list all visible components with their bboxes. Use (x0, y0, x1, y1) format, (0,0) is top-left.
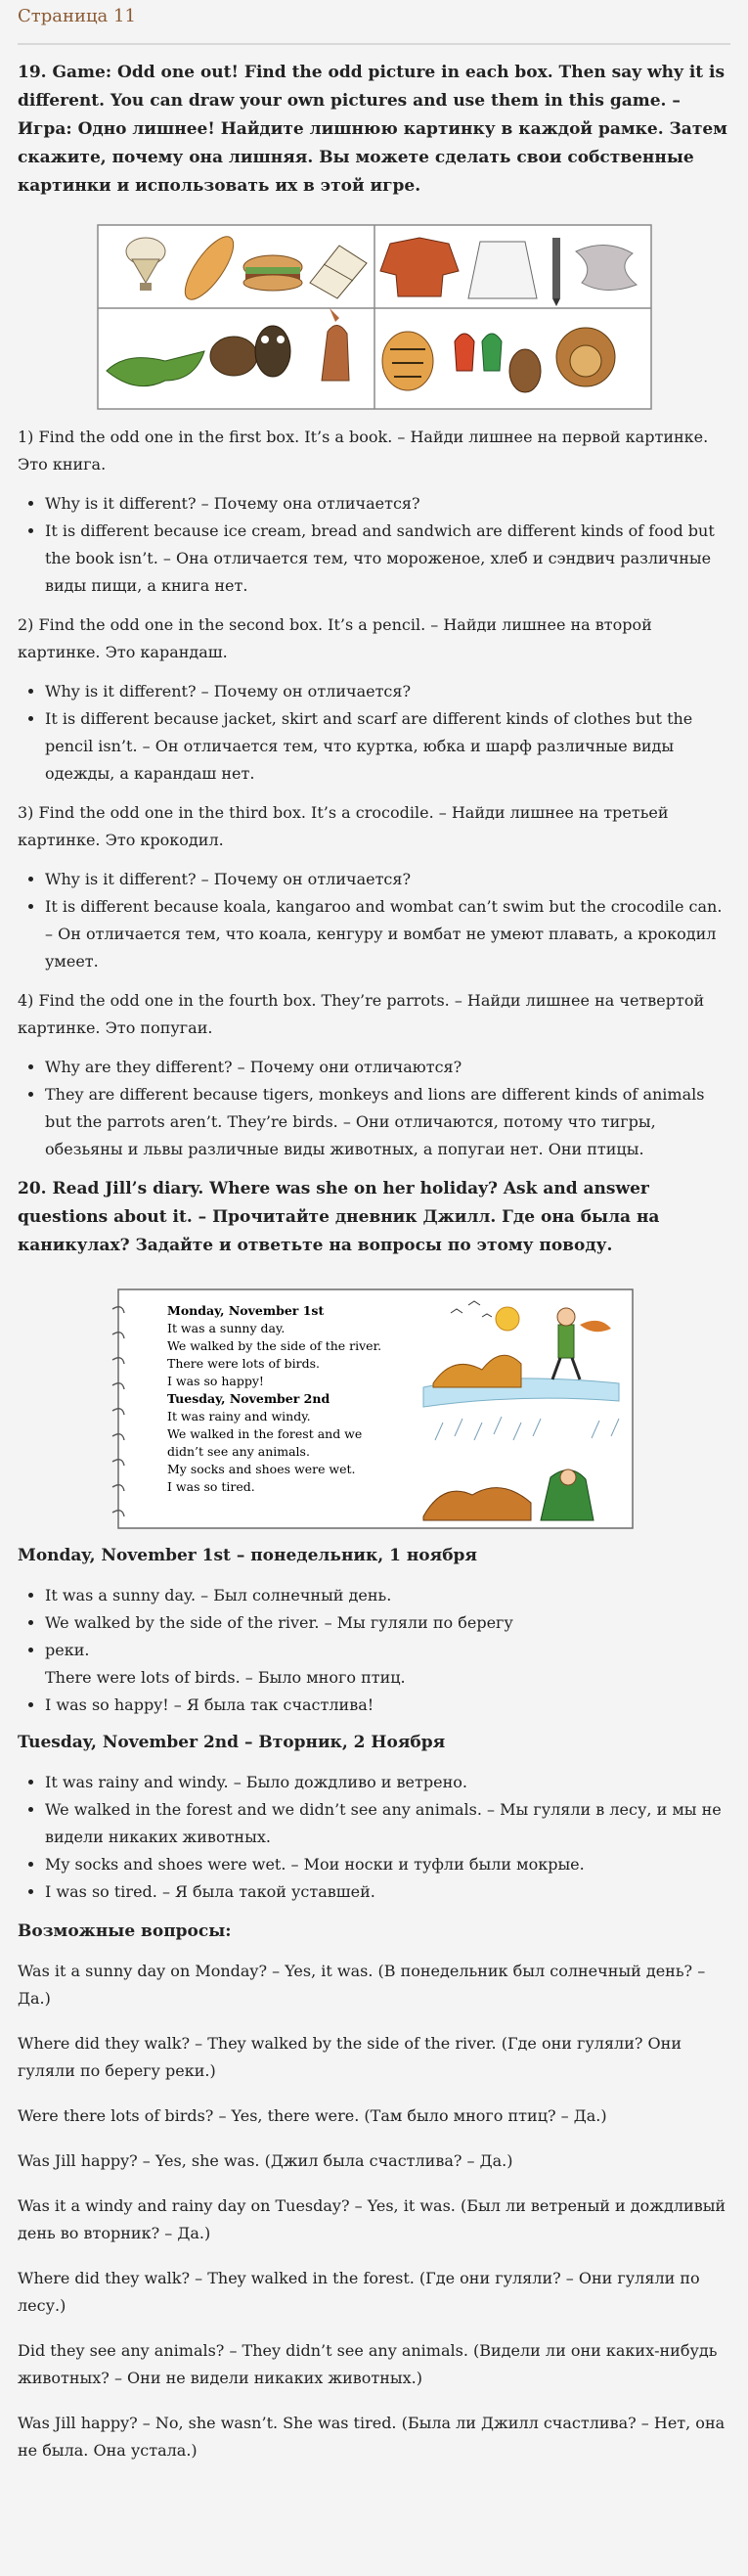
box3-list (18, 866, 730, 975)
list-item: • Why are they different? – Почему они отличаются? (45, 1054, 730, 1081)
tuesday-list (18, 1769, 730, 1906)
question-answer: Where did they walk? – They walked by the side of the river. (Где они гуляли? Они гуляли по берегу реки.) (18, 2034, 682, 2080)
box3-intro: 3) Find the odd one in the third box. It’s a crocodile. – Найди лишнее на третьей картинке. Это крокодил. (18, 803, 669, 849)
task19-heading: 19. Game: Odd one out! Find the odd picture in each box. Then say why it is different. You can draw your own pictures and use them in this game. – Игра: Одно лишнее! Найдите лишнюю картинку в каждой рамке. Затем скажите, почему она лишняя. Вы можете сделать свои собственные картинки и использовать их в этой игре. (18, 63, 727, 196)
list-item: • реки. (45, 1637, 730, 1664)
diary-illustration (110, 1286, 638, 1532)
box2-intro: 2) Find the odd one in the second box. It’s a pencil. – Найди лишнее на второй картинке. Это карандаш. (18, 615, 652, 661)
list-item: • They are different because tigers, monkeys and lions are different kinds of animals but the parrots aren’t. They’re birds. – Они отличаются, потому что тигры, обезьяны и львы различные виды животных, а попугаи нет. Они птицы. (45, 1081, 730, 1163)
task20-heading: 20. Read Jill’s diary. Where was she on her holiday? Ask and answer questions about it. – Прочитайте дневник Джилл. Где она была на каникулах? Задайте и ответьте на вопросы по этому поводу. (18, 1179, 660, 1255)
diary-line: We walked by the side of the river. (166, 1338, 381, 1353)
question-answer: Were there lots of birds? – Yes, there were. (Там было много птиц? – Да.) (18, 2106, 607, 2125)
list-item: • Why is it different? – Почему он отличается? (45, 678, 730, 705)
diary-line: Tuesday, November 2nd (166, 1391, 330, 1406)
list-item: • Why is it different? – Почему она отличается? (45, 490, 730, 518)
diary-line: Monday, November 1st (166, 1303, 324, 1318)
monday-list-end (18, 1692, 730, 1719)
list-item: • My socks and shoes were wet. – Мои носки и туфли были мокрые. (45, 1851, 730, 1878)
list-item: • It was a sunny day. – Был солнечный день. (45, 1582, 730, 1609)
monday-heading: Monday, November 1st – понедельник, 1 ноября (18, 1546, 477, 1565)
list-item: • We walked in the forest and we didn’t see any animals. – Мы гуляли в лесу, и мы не видели никаких животных. (45, 1796, 730, 1851)
list-item: • It was rainy and windy. – Было дождливо и ветрено. (45, 1769, 730, 1796)
box2-list (18, 678, 730, 788)
diary-line: I was so tired. (166, 1479, 255, 1494)
divider (18, 43, 730, 45)
monday-list (18, 1582, 730, 1664)
box1-intro: 1) Find the odd one in the first box. It’s a book. – Найди лишнее на первой картинке. Это книга. (18, 428, 709, 474)
question-answer: Was Jill happy? – Yes, she was. (Джил была счастлива? – Да.) (18, 2151, 513, 2170)
diary-line: It was a sunny day. (166, 1321, 285, 1335)
box4-intro: 4) Find the odd one in the fourth box. They’re parrots. – Найди лишнее на четвертой картинке. Это попугаи. (18, 991, 705, 1037)
diary-line: didn’t see any animals. (166, 1444, 310, 1459)
list-item: • I was so happy! – Я была так счастлива! (45, 1692, 730, 1719)
question-answer: Did they see any animals? – They didn’t see any animals. (Видели ли они каких-нибудь животных? – Они не видели никаких животных.) (18, 2341, 718, 2387)
list-item: • It is different because jacket, skirt and scarf are different kinds of clothes but the pencil isn’t. – Он отличается тем, что куртка, юбка и шарф различные виды одежды, а карандаш нет. (45, 705, 730, 788)
diary-line: I was so happy! (166, 1374, 264, 1388)
question-answer: Was Jill happy? – No, she wasn’t. She was tired. (Была ли Джилл счастлива? – Нет, она не была. Она устала.) (18, 2414, 726, 2460)
diary-line: We walked in the forest and we (166, 1426, 362, 1441)
diary-line: It was rainy and windy. (166, 1409, 311, 1424)
list-item: • We walked by the side of the river. – Мы гуляли по берегу (45, 1609, 730, 1637)
box1-list (18, 490, 730, 600)
questions-heading: Возможные вопросы: (18, 1921, 232, 1941)
box4-list (18, 1054, 730, 1163)
list-item: • I was so tired. – Я была такой уставшей. (45, 1878, 730, 1906)
page-label: Страница 11 (18, 6, 136, 26)
tuesday-heading: Tuesday, November 2nd – Вторник, 2 Ноября (18, 1733, 446, 1752)
odd-one-out-illustration (97, 224, 652, 410)
list-item: • It is different because koala, kangaroo and wombat can’t swim but the crocodile can. – Он отличается тем, что коала, кенгуру и вомбат не умеют плавать, а крокодил умеет. (45, 893, 730, 975)
diary-line: There were lots of birds. (166, 1356, 320, 1371)
question-answer: Where did they walk? – They walked in the forest. (Где они гуляли? – Они гуляли по лесу.) (18, 2269, 700, 2315)
list-item: • It is different because ice cream, bread and sandwich are different kinds of food but the book isn’t. – Она отличается тем, что мороженое, хлеб и сэндвич различные виды пищи, а книга нет. (45, 518, 730, 600)
monday-birds-line: There were lots of birds. – Было много птиц. (45, 1668, 406, 1687)
question-answer: Was it a windy and rainy day on Tuesday? – Yes, it was. (Был ли ветреный и дождливый день во вторник? – Да.) (18, 2196, 726, 2242)
question-answer: Was it a sunny day on Monday? – Yes, it was. (В понедельник был солнечный день? – Да.) (18, 1962, 706, 2008)
diary-line: My socks and shoes were wet. (166, 1462, 356, 1476)
list-item: • Why is it different? – Почему он отличается? (45, 866, 730, 893)
